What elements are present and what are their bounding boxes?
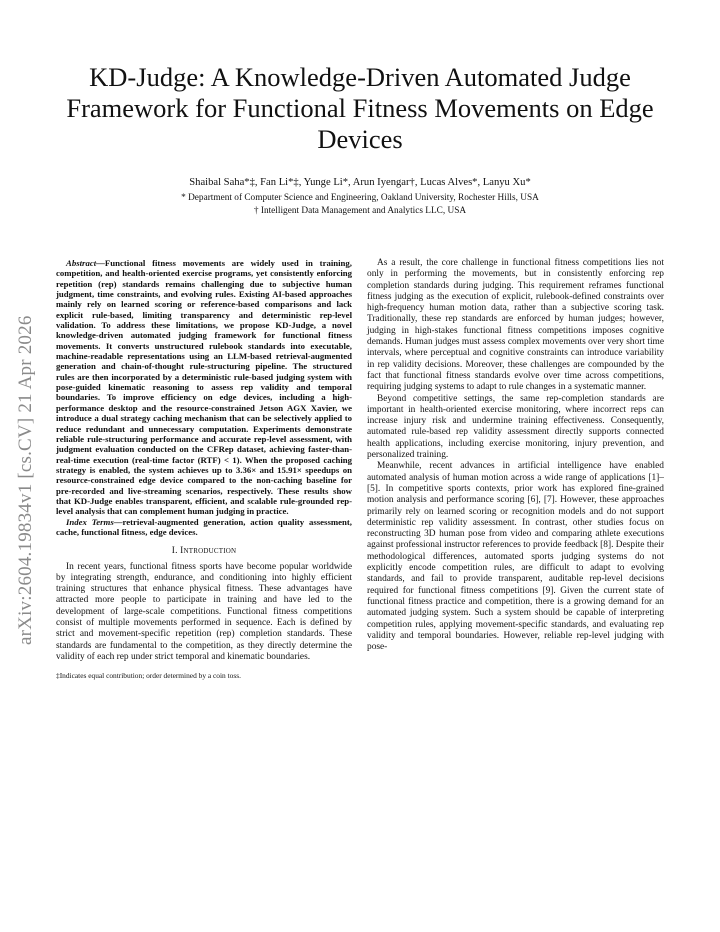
- intro-paragraph-1: In recent years, functional fitness sports have become popular worldwide by integrating strength, endurance, and conditioning into highly efficient training structures that enhance physical fitness. These advantages have attracted more people to participate in training and have led to the development of large-scale competitions. Functional fitness competitions consist of multiple movements performed in sequence. Each is defined by strict and movement-specific repetition (rep) completion standards. These standards are fundamental to the competition, as they directly determine the validity of each rep under strict temporal and kinematic boundaries.: [56, 561, 352, 662]
- section-title: Introduction: [180, 546, 237, 557]
- affiliation-1: * Department of Computer Science and Engineering, Oakland University, Rochester Hills, USA: [181, 193, 539, 203]
- index-terms-label: Index Terms: [66, 516, 114, 527]
- abstract-label: Abstract—: [66, 258, 105, 268]
- abstract: [56, 258, 352, 537]
- author-list: Shaibal Saha*‡, Fan Li*‡, Yunge Li*, Arun Iyengar†, Lucas Alves*, Lanyu Xu*: [189, 177, 531, 188]
- index-terms-text: —retrieval-augmented generation, action quality assessment, cache, functional fitness, edge devices.: [56, 516, 352, 537]
- footnote: ‡Indicates equal contribution; order determined by a coin toss.: [56, 671, 241, 681]
- section-heading: [56, 546, 352, 557]
- affiliation-2: † Intelligent Data Management and Analytics LLC, USA: [253, 206, 467, 216]
- right-paragraph-2: Beyond competitive settings, the same rep-completion standards are important in health-oriented exercise monitoring, where incorrect reps can increase injury risk and undermine training effectiveness. Consequently, automated rule-based rep validity assessment directly supports connected health applications, including exercise monitoring, injury prevention, and personalized training.: [367, 393, 664, 461]
- left-column: [56, 258, 352, 680]
- right-paragraph-3: Meanwhile, recent advances in artificial intelligence have enabled automated analysis of human motion across a wide range of applications [1]–[5]. In competitive sports contexts, prior work has explored fine-grained motion analysis and performance scoring [6], [7]. However, these approaches primarily rely on learned scoring or recognition models and do not support deterministic rep validity assessment. In contrast, other studies focus on reconstructing 3D human pose from video and comparing athlete executions against professional instructor references to provide feedback [8]. Despite their methodological differences, automated sports judging systems do not explicitly encode competition rules, are difficult to adapt to evolving standards, and fail to provide transparent, auditable rep-level decisions required for functional fitness competitions [9]. Given the current state of functional fitness practice and competition, there is a growing demand for an automated judging system. Such a system should be capable of interpreting competition rules, applying movement-specific standards, and evaluating rep validity and temporal boundaries. However, reliable rep-level judging with pose-: [367, 461, 664, 653]
- abstract-text: Functional fitness movements are widely used in training, competition, and health-oriented exercise programs, yet consistently enforcing repetition (rep) standards remains challenging due to subjective human judgment, time constraints, and evolving rules. Existing AI-based approaches mainly rely on learned scoring or reference-based comparisons and lack explicit rule-based, limiting transparency and deterministic rep-level validation. To address these limitations, we propose KD-Judge, a novel knowledge-driven automated judging framework for functional fitness movements. It converts unstructured rulebook standards into executable, machine-readable representations using an LLM-based retrieval-augmented generation and chain-of-thought rule-structuring pipeline. The structured rules are then incorporated by a deterministic rule-based judging system with pose-guided kinematic reasoning to assess rep validity and temporal boundaries. To improve efficiency on edge devices, including a high-performance desktop and the resource-constrained Jetson AGX Xavier, we introduce a dual strategy caching mechanism that can be selectively applied to reduce redundant and unnecessary computation. Experiments demonstrate reliable rule-structuring performance and accurate rep-level assessment, with judgment evaluation conducted on the CFRep dataset, achieving faster-than-real-time execution (real-time factor (RTF) < 1). When the proposed caching strategy is enabled, the system achieves up to 3.36× and 15.91× speedups on resource-constrained edge device compared to the non-caching baseline for pre-recorded and live-streaming scenarios, respectively. These results show that KD-Judge enables transparent, efficient, and scalable rule-grounded rep-level analysis that can complement human judging in practice.: [56, 258, 352, 517]
- right-paragraph-1: As a result, the core challenge in functional fitness competitions lies not only in performing the movements, but in consistently enforcing rep completion standards during judging. This requirement reframes functional fitness judging as the execution of explicit, rulebook-defined constraints over high-frequency human motion data, rather than a subjective scoring task. Traditionally, these rep standards are enforced by human judges; however, judging in high-stakes functional fitness competitions imposes cognitive demands. Human judges must assess complex movements over very short time intervals, where perceptual and cognitive constraints can introduce variability in rep validity decisions. Moreover, these challenges are compounded by the fact that functional fitness standards evolve over time across competitions, requiring judging systems to adapt to rule changes in a systematic manner.: [367, 258, 664, 393]
- section-number: I.: [171, 546, 181, 557]
- arxiv-identifier: arXiv:2604.19834v1 [cs.CV] 21 Apr 2026: [15, 315, 36, 645]
- paper-title: KD-Judge: A Knowledge-Driven Automated Judge Framework for Functional Fitness Movements on Edge Devices: [66, 62, 654, 154]
- right-column: [367, 258, 664, 653]
